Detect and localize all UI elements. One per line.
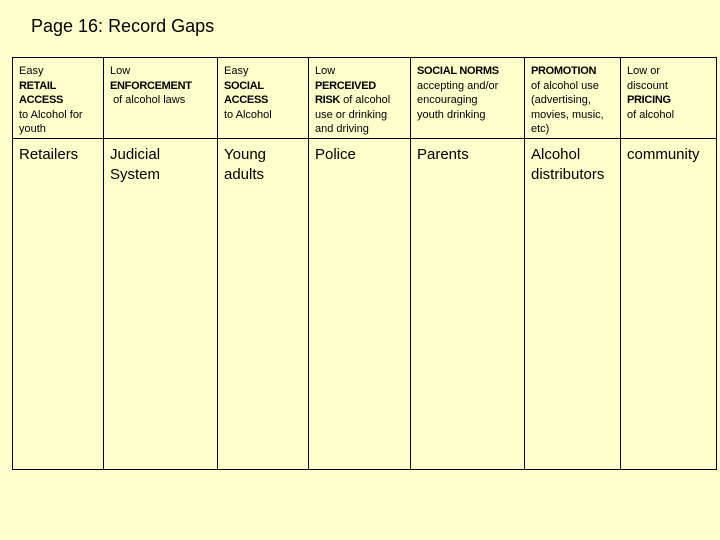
body-cell-parents (411, 139, 525, 470)
cell-text: Police (315, 146, 356, 163)
header-text: Low or (627, 65, 661, 77)
header-keyword: PROMOTION (531, 65, 597, 77)
body-cell-young-adults (218, 139, 309, 470)
header-cell-promotion (525, 58, 621, 139)
header-text: movies, music, (531, 108, 604, 121)
cell-text: Alcohol distributors (531, 146, 605, 183)
body-cell-community (621, 139, 717, 470)
header-cell-enforcement (104, 58, 218, 139)
header-text: of alcohol (340, 94, 391, 106)
header-text: youth (19, 123, 46, 135)
header-keyword: ACCESS (224, 94, 269, 106)
header-cell-pricing (621, 58, 717, 139)
body-cell-alcohol-distributors (525, 139, 621, 470)
header-keyword: PERCEIVED (315, 79, 376, 92)
header-keyword: PRICING (627, 94, 671, 106)
header-cell-perceived-risk (309, 58, 411, 139)
cell-text: Retailers (19, 146, 79, 163)
cell-text: community (627, 146, 700, 163)
header-text: use or drinking (315, 108, 388, 121)
header-keyword: RISK (315, 94, 341, 106)
header-keyword: ENFORCEMENT (110, 79, 192, 92)
table-body-row (13, 139, 717, 470)
header-text: discount (627, 79, 668, 92)
header-text: etc) (531, 123, 550, 135)
header-cell-social-norms (411, 58, 525, 139)
header-text: of alcohol laws (110, 94, 186, 106)
header-cell-retail-access (13, 58, 104, 139)
header-text: Low (110, 65, 131, 77)
header-text: Low (315, 65, 336, 77)
header-keyword: RETAIL (19, 79, 57, 92)
header-text: encouraging (417, 94, 478, 106)
header-keyword: ACCESS (19, 94, 64, 106)
record-gaps-table (12, 57, 717, 470)
header-text: of alcohol use (531, 79, 599, 92)
header-mixed-line (315, 93, 406, 108)
header-keyword: SOCIAL (224, 79, 264, 92)
page-title: Page 16: Record Gaps (31, 16, 215, 36)
table-header-row (13, 58, 717, 139)
header-keyword: SOCIAL NORMS (417, 65, 499, 77)
body-cell-police (309, 139, 411, 470)
header-text: to Alcohol for (19, 108, 83, 121)
header-text: (advertising, (531, 94, 591, 106)
cell-text: Young adults (224, 146, 266, 183)
header-text: youth drinking (417, 108, 486, 121)
header-text: to Alcohol (224, 108, 272, 121)
header-text: of alcohol (627, 108, 675, 121)
header-text: accepting and/or (417, 79, 499, 92)
header-text: and driving (315, 123, 369, 135)
cell-text: Judicial System (110, 146, 161, 183)
header-text: Easy (19, 65, 44, 77)
header-text: Easy (224, 65, 249, 77)
header-cell-social-access (218, 58, 309, 139)
body-cell-judicial-system (104, 139, 218, 470)
body-cell-retailers (13, 139, 104, 470)
cell-text: Parents (417, 146, 469, 163)
